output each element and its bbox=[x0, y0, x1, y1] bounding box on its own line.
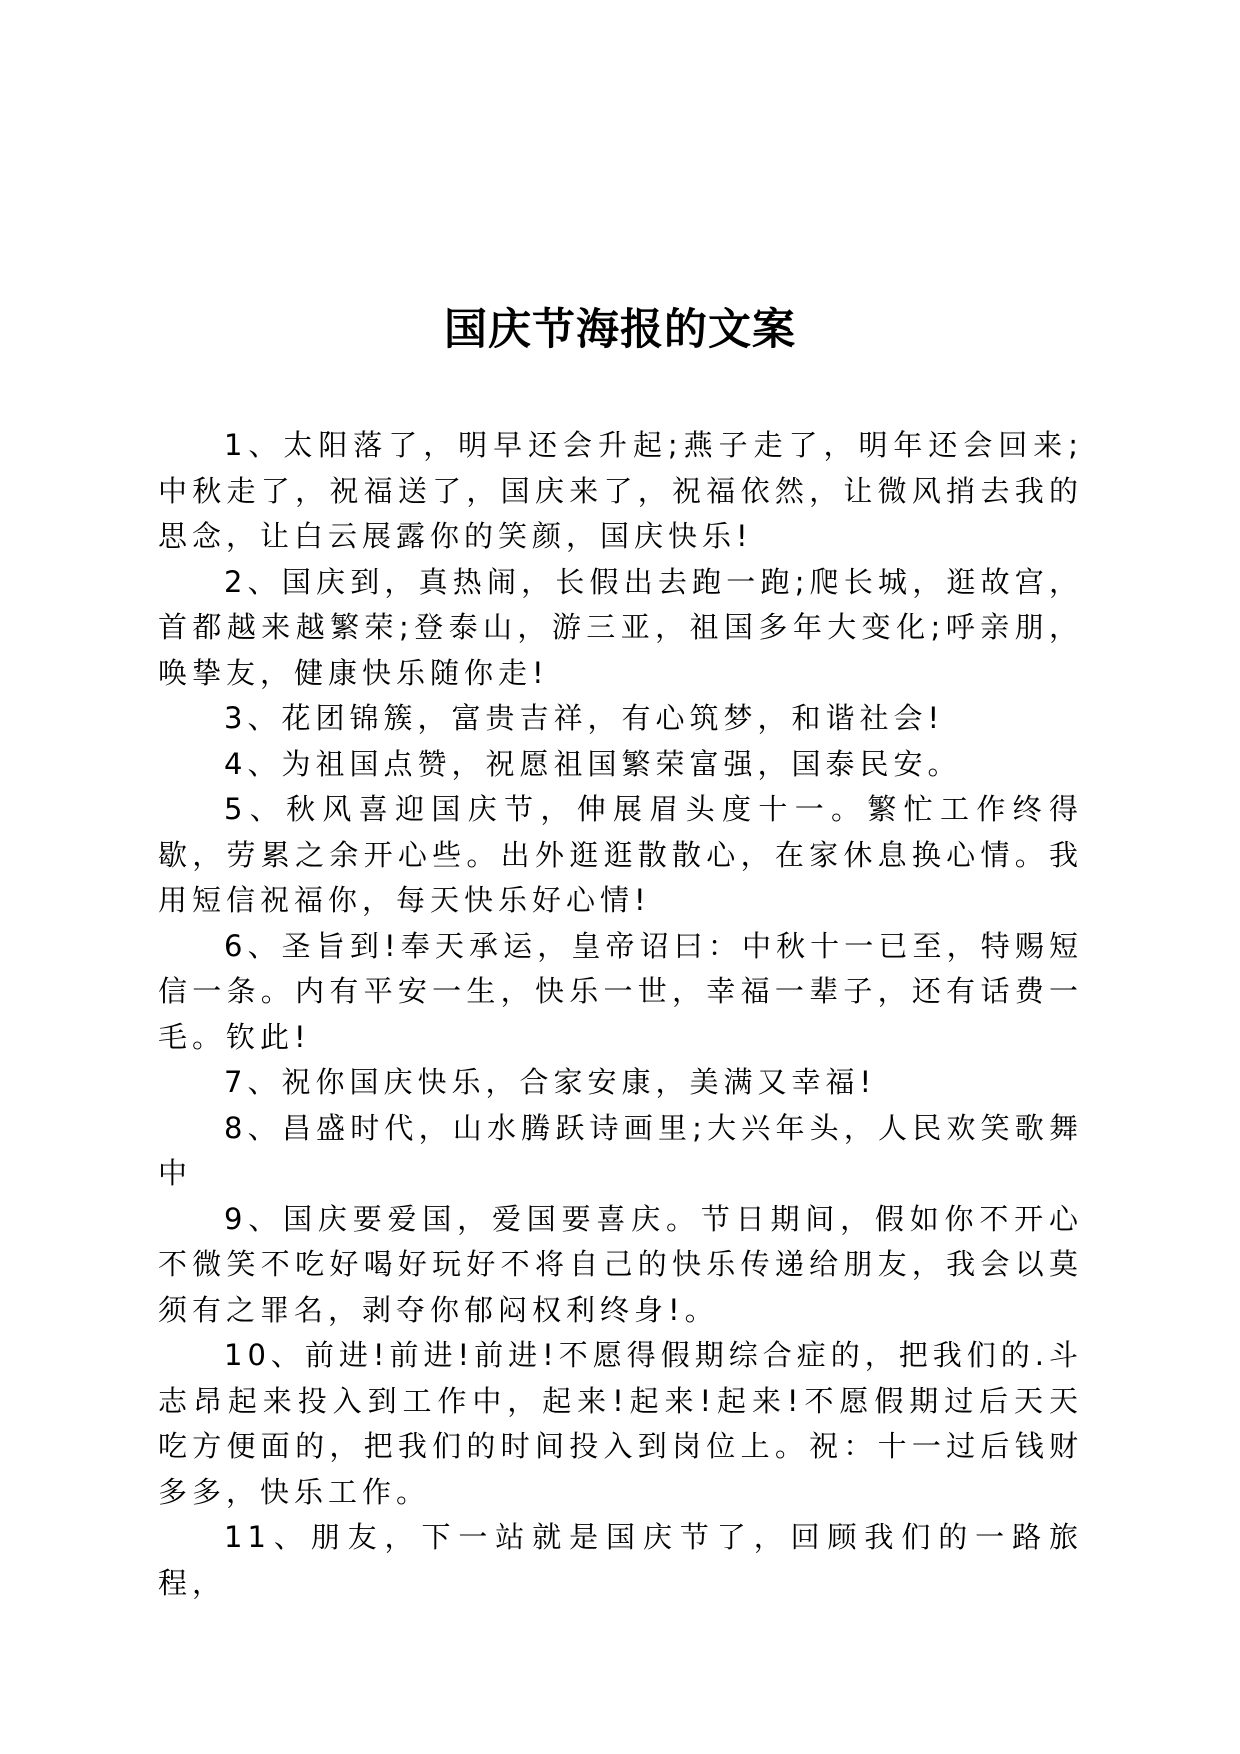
paragraph-5: 5、秋风喜迎国庆节，伸展眉头度十一。繁忙工作终得歇，劳累之余开心些。出外逛逛散散心，在家休息换心情。我用短信祝福你，每天快乐好心情! bbox=[158, 792, 1083, 917]
document-body bbox=[158, 423, 1083, 1606]
document-title: 国庆节海报的文案 bbox=[444, 305, 796, 355]
paragraph-2: 2、国庆到，真热闹，长假出去跑一跑;爬长城，逛故宫，首都越来越繁荣;登泰山，游三亚，祖国多年大变化;呼亲朋，唤挚友，健康快乐随你走! bbox=[158, 564, 1083, 690]
paragraph-8: 8、昌盛时代，山水腾跃诗画里;大兴年头，人民欢笑歌舞中 bbox=[158, 1110, 1083, 1190]
paragraph-4: 4、为祖国点赞，祝愿祖国繁荣富强，国泰民安。 bbox=[224, 746, 962, 781]
paragraph-3: 3、花团锦簇，富贵吉祥，有心筑梦，和谐社会! bbox=[224, 701, 945, 735]
paragraph-7: 7、祝你国庆快乐，合家安康，美满又幸福! bbox=[224, 1065, 877, 1099]
paragraph-6: 6、圣旨到!奉天承运，皇帝诏曰：中秋十一已至，特赐短信一条。内有平安一生，快乐一世，幸福一辈子，还有话费一毛。钦此! bbox=[158, 928, 1083, 1054]
paragraph-11: 11、朋友，下一站就是国庆节了，回顾我们的一路旅程， bbox=[158, 1520, 1083, 1600]
paragraph-10: 10、前进!前进!前进!不愿得假期综合症的，把我们的.斗志昂起来投入到工作中，起来!起来!起来!不愿假期过后天天吃方便面的，把我们的时间投入到岗位上。祝：十一过后钱财多多，快乐工作。 bbox=[158, 1338, 1083, 1509]
paragraph-1: 1、太阳落了，明早还会升起;燕子走了，明年还会回来;中秋走了，祝福送了，国庆来了，祝福依然，让微风捎去我的思念，让白云展露你的笑颜，国庆快乐! bbox=[158, 428, 1083, 553]
paragraph-9: 9、国庆要爱国，爱国要喜庆。节日期间，假如你不开心不微笑不吃好喝好玩好不将自己的快乐传递给朋友，我会以莫须有之罪名，剥夺你郁闷权利终身!。 bbox=[158, 1201, 1083, 1327]
